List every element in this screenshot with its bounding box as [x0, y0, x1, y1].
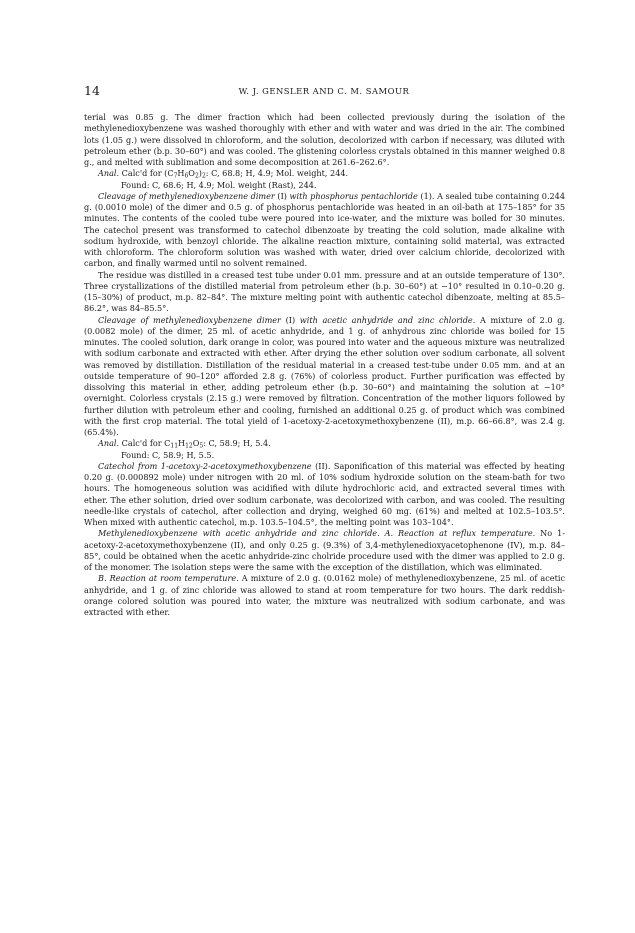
anal-label: Anal. — [98, 168, 120, 179]
page-header — [84, 84, 564, 98]
anal-label: Anal. — [98, 438, 120, 449]
compound-ref: (I) — [274, 190, 290, 201]
body-text — [84, 112, 565, 618]
formula-subscript: 12 — [185, 442, 193, 450]
paragraph-text: A mixture of 2.0 g. (0.0082 mole) of the dimer, 25 ml. of acetic anhydride, and 1 g. of anhydrous zinc chloride was boiled for 15 minutes. The cooled solution, dark orange in color, was poured into water and the aqueous mixture was neutralized with sodium carbonate and extracted with ether. After drying the ether solution over sodium carbonate, all solvent was removed by distillation. Distillation of the residual material in a creased test-tube under 0.05 mm. and at an outside temperature of 90–120° afforded 2.8 g. (76%) of colorless product. Further purification was effected by dissolving this material in ether, adding petroleum ether (b.p. 30–60°) and maintaining the solution at −10° overnight. Colorless crystals (2.15 g.) were removed by filtration. Concentration of the mother liquors followed by further dilution with petroleum ether and cooling, furnished an additional 0.25 g. of product which was combined with the first crop material. The total yield of 1-acetoxy-2-acetoxymethoxybenzene (II), m.p. 66–66.8°, was 2.4 g. (65.4%). — [84, 314, 566, 437]
formula-part: : C, 68.8; H, 4.9; Mol. weight, 244. — [205, 168, 349, 179]
formula-part: O — [188, 168, 195, 179]
formula-part: H — [178, 438, 186, 449]
formula-part: ) — [198, 168, 202, 179]
formula-subscript: 11 — [170, 442, 179, 450]
section-title: Cleavage of methylenedioxybenzene dimer — [98, 190, 275, 201]
paragraph-acetic-anhydride-cleavage — [84, 315, 565, 439]
section-title: Methylenedioxybenzene with acetic anhydride and zinc chloride. A. Reaction at reflux temperature. — [98, 528, 536, 539]
analysis-calculated-2 — [84, 438, 565, 449]
page-number: 14 — [84, 83, 100, 98]
section-title: Cleavage of methylenedioxybenzene dimer — [98, 314, 281, 325]
formula-part: : C, 58.9; H, 5.4. — [203, 438, 271, 449]
compound-ref: (I) — [280, 314, 300, 325]
paragraph-text: (1). A sealed tube containing 0.244 g. (0.0010 mole) of the dimer and 0.5 g. of phosphorus pentachloride was heated in an oil-bath at 175–185° for 35 minutes. The contents of the cooled tube were poured into ice-water, and the mixture was boiled for 30 minutes. The catechol present was transformed to catechol dibenzoate by treating the cold solution, made alkaline with sodium hydroxide, with benzoyl chloride. The alkaline reaction mixture, containing solid material, was extracted with chloroform. The chloroform solution was washed with water, dried over calcium chloride, decolorized with carbon, and finally warmed until no solvent remained. — [84, 190, 566, 269]
formula-subscript: 5 — [199, 442, 204, 450]
section-title: Catechol from 1-acetoxy-2-acetoxymethoxybenzene — [98, 460, 312, 471]
section-title: B. Reaction at room temperature. — [98, 573, 239, 584]
paragraph-dimer-isolation: terial was 0.85 g. The dimer fraction which had been collected previously during the isolation of the methylenedioxybenzene was washed thoroughly with ether and with water and was dried in the air. The combined lots (1.05 g.) were dissolved in chloroform, and the solution, decolorized with carbon if necessary, was diluted with petroleum ether (b.p. 30–60°) and was cooled. The glistening colorless crystals obtained in this manner weighed 0.8 g., and melted with sublimation and some decomposition at 261.6–262.6°. — [84, 112, 565, 167]
analysis-found-2: Found: C, 58.9; H, 5.5. — [121, 449, 215, 460]
running-head: W. J. GENSLER AND C. M. SAMOUR — [238, 86, 410, 96]
paragraph-text: No 1-acetoxy-2-acetoxymethoxybenzene (II), and only 0.25 g. (9.3%) of 3,4-methylenedioxyacetophenone (IV), m.p. 84–85°, could be obtained when the acetic anhydride-zinc cholride procedure used with the dimer was applied to 2.0 g. of the monomer. The isolation steps were the same with the exception of the distillation, which was eliminated. — [84, 528, 565, 572]
paragraph-text: A mixture of 2.0 g. (0.0162 mole) of methylenedioxybenzene, 25 ml. of acetic anhydride, and 1 g. of zinc chloride was allowed to stand at room temperature for two hours. The dark reddish-orange colored solution was poured into water, the mixture was neutralized with sodium carbonate, and was extracted with ether. — [84, 573, 565, 617]
paragraph-residue-distillation: The residue was distilled in a creased test tube under 0.01 mm. pressure and at an outside temperature of 130°. Three crystallizations of the distilled material from petroleum ether (b.p. 30–60°) at −10° resulted in 0.10–0.20 g. (15–30%) of product, m.p. 82–84°. The mixture melting point with authentic catechol dibenzoate, melting at 85.5–86.2°, was 84–85.5°. — [84, 269, 565, 314]
formula-part: O — [192, 438, 200, 449]
formula-subscript: 7 — [173, 172, 178, 180]
formula-part: Calc'd for (C — [121, 168, 174, 179]
analysis-calculated-1 — [84, 168, 565, 179]
paragraph-pcl5-cleavage — [84, 191, 565, 270]
formula-subscript: 2 — [201, 172, 206, 180]
paragraph-room-temperature-reaction — [84, 573, 565, 618]
section-title-cont: with acetic anhydride and zinc chloride. — [299, 314, 476, 325]
formula-subscript: 2 — [194, 172, 199, 180]
paragraph-reflux-reaction — [84, 528, 565, 573]
paragraph-text: (II). Saponification of this material was effected by heating 0.20 g. (0.000892 mole) under nitrogen with 20 ml. of 10% sodium hydroxide solution on the steam-bath for two hours. The homogeneous solution was acidified with dilute hydrochloric acid, and extracted several times with ether. The ether solution, dried over sodium carbonate, was decolorized with carbon, and was cooled. The resulting needle-like crystals of catechol, after collection and drying, weighed 60 mg. (61%) and melted at 102.5–103.5°. When mixed with authentic catechol, m.p. 103.5–104.5°, the melting point was 103–104°. — [84, 460, 565, 527]
paragraph-catechol-saponification — [84, 461, 565, 529]
section-title-cont: with phosphorus pentachloride — [289, 190, 418, 201]
analysis-found-1: Found: C, 68.6; H, 4.9; Mol. weight (Rast), 244. — [121, 179, 317, 190]
formula-part: H — [177, 168, 185, 179]
formula-subscript: 6 — [184, 172, 189, 180]
formula-part: Calc'd for C — [121, 438, 171, 449]
